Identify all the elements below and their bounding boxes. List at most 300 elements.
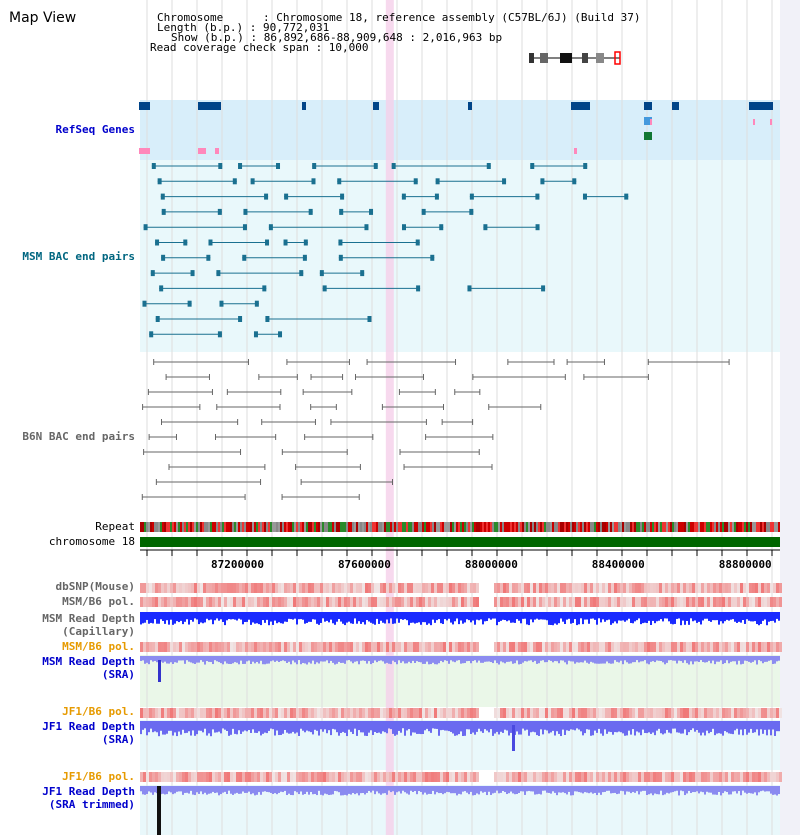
dbsnp-cell <box>659 583 662 593</box>
msm-sra-depth-bar <box>734 656 736 661</box>
jf1-pol-cell <box>548 708 551 718</box>
jf1-pol2-cell <box>719 772 722 782</box>
msm-sra-depth-bar <box>620 656 622 661</box>
jf1-pol-cell <box>512 708 515 718</box>
msm-capillary-depth-bar <box>336 612 338 622</box>
jf1-sra-depth-bar <box>576 721 578 728</box>
jf1-trim-depth-bar <box>736 786 738 793</box>
jf1-sra-depth-bar <box>150 721 152 729</box>
msm-pol-cell <box>428 597 431 607</box>
msm-pol-cell <box>479 597 482 607</box>
jf1-sra-depth-bar <box>542 721 544 734</box>
jf1-pol2-cell <box>449 772 452 782</box>
jf1-pol2-cell <box>488 772 491 782</box>
jf1-sra-depth-bar <box>396 721 398 735</box>
msm-sra-depth-bar <box>468 656 470 661</box>
jf1-pol-cell <box>542 708 545 718</box>
jf1-pol2-cell <box>701 772 704 782</box>
msm-sra-depth-bar <box>466 656 468 661</box>
msm-pol-cell <box>488 597 491 607</box>
jf1-pol-cell <box>671 708 674 718</box>
jf1-pol2-cell <box>248 772 251 782</box>
msm-capillary-depth-bar <box>764 612 766 619</box>
msm-sra-depth-bar <box>270 656 272 661</box>
bac-end <box>284 194 288 200</box>
jf1-trim-depth-bar <box>740 786 742 795</box>
jf1-trim-depth-bar <box>634 786 636 793</box>
jf1-trim-depth-bar <box>678 786 680 795</box>
dbsnp-cell <box>476 583 479 593</box>
msm-sra-depth-bar <box>706 656 708 662</box>
bac-end <box>340 194 344 200</box>
jf1-sra-depth-bar <box>236 721 238 734</box>
msm-pol2-cell <box>479 642 482 652</box>
track-label-jf1-b6-pol[interactable]: JF1/B6 pol. <box>62 705 135 718</box>
msm-pol-cell <box>230 597 233 607</box>
jf1-trim-depth-bar <box>766 786 768 791</box>
jf1-pol2-cell <box>344 772 347 782</box>
jf1-sra-depth-bar <box>240 721 242 734</box>
msm-capillary-depth-bar <box>616 612 618 623</box>
dbsnp-cell <box>215 583 218 593</box>
msm-sra-depth-bar <box>564 656 566 662</box>
jf1-sra-depth-bar <box>338 721 340 736</box>
msm-pol2-cell <box>446 642 449 652</box>
msm-capillary-depth-bar <box>736 612 738 623</box>
bac-end <box>374 163 378 169</box>
repeat-block <box>264 522 266 532</box>
msm-pol2-cell <box>677 642 680 652</box>
msm-sra-depth-bar <box>168 656 170 664</box>
gene-feature <box>644 132 652 140</box>
msm-sra-depth-bar <box>650 656 652 662</box>
msm-sra-depth-bar <box>614 656 616 660</box>
jf1-pol-cell <box>539 708 542 718</box>
msm-pol2-cell <box>659 642 662 652</box>
repeat-block <box>748 522 750 532</box>
dbsnp-cell <box>347 583 350 593</box>
repeat-block <box>764 522 766 532</box>
msm-pol2-cell <box>749 642 752 652</box>
msm-sra-depth-bar <box>552 656 554 662</box>
jf1-sra-depth-bar <box>206 721 208 736</box>
msm-capillary-depth-bar <box>682 612 684 621</box>
jf1-trim-depth-bar <box>606 786 608 791</box>
jf1-pol-cell <box>467 708 470 718</box>
repeat-block <box>376 522 378 532</box>
bac-end <box>155 240 159 246</box>
jf1-pol-cell <box>737 708 740 718</box>
repeat-block <box>292 522 294 532</box>
jf1-sra-depth-bar <box>682 721 684 733</box>
msm-capillary-depth-bar <box>518 612 520 621</box>
msm-pol2-cell <box>746 642 749 652</box>
jf1-trim-depth-bar <box>644 786 646 791</box>
jf1-pol2-cell <box>485 772 488 782</box>
msm-pol-cell <box>329 597 332 607</box>
track-label-repeat[interactable]: Repeat <box>95 520 135 533</box>
dbsnp-cell <box>353 583 356 593</box>
jf1-pol2-cell <box>269 772 272 782</box>
jf1-pol2-cell <box>590 772 593 782</box>
track-label-msm-b6-pol-2[interactable]: MSM/B6 pol. <box>62 640 135 653</box>
jf1-pol2-cell <box>281 772 284 782</box>
repeat-block <box>642 522 644 532</box>
jf1-sra-depth-bar <box>362 721 364 732</box>
repeat-block <box>258 522 260 532</box>
msm-sra-depth-bar <box>214 656 216 660</box>
repeat-block <box>684 522 686 532</box>
msm-sra-depth-bar <box>518 656 520 664</box>
jf1-trim-depth-bar <box>496 786 498 791</box>
msm-capillary-depth-bar <box>234 612 236 620</box>
msm-sra-depth-bar <box>536 656 538 664</box>
repeat-block <box>760 522 762 532</box>
jf1-trim-depth-bar <box>598 786 600 793</box>
jf1-pol2-cell <box>326 772 329 782</box>
jf1-trim-depth-bar <box>742 786 744 791</box>
msm-pol2-cell <box>212 642 215 652</box>
msm-capillary-depth-bar <box>618 612 620 620</box>
msm-pol2-cell <box>695 642 698 652</box>
repeat-block <box>444 522 446 532</box>
msm-capillary-depth-bar <box>236 612 238 620</box>
dbsnp-cell <box>236 583 239 593</box>
jf1-sra-depth-bar <box>546 721 548 730</box>
msm-capillary-depth-bar <box>332 612 334 623</box>
jf1-trim-depth-bar <box>600 786 602 795</box>
dbsnp-cell <box>371 583 374 593</box>
jf1-sra-depth-bar <box>700 721 702 735</box>
msm-pol-cell <box>659 597 662 607</box>
msm-sra-depth-bar <box>540 656 542 661</box>
jf1-pol2-cell <box>233 772 236 782</box>
msm-capillary-depth-bar <box>582 612 584 624</box>
msm-sra-depth-bar <box>366 656 368 664</box>
repeat-block <box>216 522 218 532</box>
jf1-pol-cell <box>386 708 389 718</box>
msm-capillary-depth-bar <box>670 612 672 624</box>
msm-pol2-cell <box>656 642 659 652</box>
msm-sra-depth-bar <box>594 656 596 664</box>
bac-end <box>161 255 165 261</box>
msm-pol2-cell <box>413 642 416 652</box>
msm-sra-depth-bar <box>184 656 186 664</box>
msm-capillary-depth-bar <box>676 612 678 619</box>
jf1-trim-depth-bar <box>272 786 274 794</box>
jf1-sra-depth-bar <box>498 721 500 734</box>
bac-end <box>435 194 439 200</box>
msm-pol2-cell <box>329 642 332 652</box>
dbsnp-cell <box>185 583 188 593</box>
dbsnp-cell <box>572 583 575 593</box>
jf1-sra-depth-bar <box>374 721 376 732</box>
jf1-sra-depth-bar <box>172 721 174 736</box>
jf1-pol-cell <box>578 708 581 718</box>
jf1-sra-depth-bar <box>760 721 762 729</box>
jf1-sra-depth-bar <box>200 721 202 731</box>
msm-capillary-depth-bar <box>382 612 384 623</box>
repeat-block <box>606 522 608 532</box>
jf1-sra-depth-bar <box>460 721 462 731</box>
dbsnp-cell <box>413 583 416 593</box>
msm-sra-depth-bar <box>204 656 206 665</box>
msm-pol-cell <box>146 597 149 607</box>
msm-pol-cell <box>473 597 476 607</box>
msm-sra-depth-bar <box>254 656 256 663</box>
msm-pol-cell <box>278 597 281 607</box>
bac-end <box>392 163 396 169</box>
jf1-trim-depth-bar <box>722 786 724 793</box>
bac-end <box>151 270 155 276</box>
msm-capillary-depth-bar <box>702 612 704 620</box>
msm-pol2-cell <box>263 642 266 652</box>
dbsnp-cell <box>374 583 377 593</box>
dbsnp-cell <box>194 583 197 593</box>
msm-capillary-depth-bar <box>714 612 716 620</box>
msm-sra-depth-bar <box>336 656 338 664</box>
jf1-sra-depth-bar <box>482 721 484 733</box>
msm-pol-cell <box>272 597 275 607</box>
msm-pol-cell <box>635 597 638 607</box>
msm-capillary-depth-bar <box>728 612 730 621</box>
repeat-block <box>358 522 360 532</box>
jf1-sra-depth-bar <box>594 721 596 731</box>
msm-pol-cell <box>614 597 617 607</box>
dbsnp-cell <box>365 583 368 593</box>
msm-sra-depth-bar <box>498 656 500 664</box>
dbsnp-cell <box>464 583 467 593</box>
jf1-pol2-cell <box>209 772 212 782</box>
jf1-trim-depth-bar <box>718 786 720 792</box>
msm-sra-depth-bar <box>458 656 460 660</box>
track-label-jf1-depth-sra[interactable]: JF1 Read Depth <box>42 720 135 733</box>
msm-sra-depth-bar <box>418 656 420 662</box>
jf1-pol-cell <box>203 708 206 718</box>
jf1-sra-depth-bar <box>456 721 458 735</box>
repeat-block <box>220 522 222 532</box>
jf1-sra-depth-bar <box>694 721 696 732</box>
msm-capillary-depth-bar <box>152 612 154 623</box>
jf1-pol-cell <box>725 708 728 718</box>
repeat-block <box>554 522 556 532</box>
repeat-block <box>604 522 606 532</box>
msm-sra-depth-bar <box>484 656 486 662</box>
msm-sra-depth-bar <box>622 656 624 664</box>
track-label-msm-depth-cap[interactable]: MSM Read Depth <box>42 612 135 625</box>
msm-capillary-depth-bar <box>712 612 714 620</box>
dbsnp-cell <box>668 583 671 593</box>
jf1-pol2-cell <box>401 772 404 782</box>
track-label-msm-bac[interactable]: MSM BAC end pairs <box>22 250 135 263</box>
msm-capillary-depth-bar <box>378 612 380 624</box>
msm-pol-cell <box>197 597 200 607</box>
jf1-sra-depth-bar <box>518 721 520 735</box>
jf1-trim-depth-bar <box>500 786 502 793</box>
msm-capillary-depth-bar <box>306 612 308 623</box>
dbsnp-cell <box>527 583 530 593</box>
msm-pol-cell <box>347 597 350 607</box>
msm-sra-depth-bar <box>698 656 700 662</box>
repeat-block <box>490 522 492 532</box>
msm-capillary-depth-bar <box>456 612 458 618</box>
msm-pol-cell <box>575 597 578 607</box>
depth-spike <box>512 725 515 751</box>
msm-pol2-cell <box>323 642 326 652</box>
jf1-pol-cell <box>605 708 608 718</box>
jf1-pol-cell <box>440 708 443 718</box>
jf1-pol-cell <box>506 708 509 718</box>
msm-pol2-cell <box>680 642 683 652</box>
jf1-sra-depth-bar <box>276 721 278 731</box>
jf1-sra-depth-bar <box>768 721 770 730</box>
dbsnp-cell <box>557 583 560 593</box>
jf1-pol2-cell <box>143 772 146 782</box>
jf1-trim-depth-bar <box>448 786 450 792</box>
track-label-b6n-bac[interactable]: B6N BAC end pairs <box>22 430 135 443</box>
repeat-block <box>576 522 578 532</box>
msm-capillary-depth-bar <box>280 612 282 623</box>
dbsnp-cell <box>386 583 389 593</box>
msm-pol-cell <box>509 597 512 607</box>
msm-capillary-depth-bar <box>578 612 580 624</box>
msm-pol2-cell <box>713 642 716 652</box>
msm-capillary-depth-bar <box>536 612 538 619</box>
jf1-pol-cell <box>296 708 299 718</box>
dbsnp-cell <box>533 583 536 593</box>
jf1-pol2-cell <box>662 772 665 782</box>
msm-pol-cell <box>563 597 566 607</box>
msm-pol2-cell <box>434 642 437 652</box>
msm-capillary-depth-bar <box>252 612 254 622</box>
jf1-trim-depth-bar <box>372 786 374 791</box>
msm-pol2-cell <box>719 642 722 652</box>
bac-end <box>159 285 163 291</box>
msm-capillary-depth-bar <box>292 612 294 620</box>
msm-sra-depth-bar <box>280 656 282 661</box>
msm-capillary-depth-bar <box>172 612 174 625</box>
msm-capillary-depth-bar <box>508 612 510 620</box>
track-label-dbsnp[interactable]: dbSNP(Mouse) <box>55 580 135 593</box>
repeat-block <box>778 522 780 532</box>
jf1-trim-depth-bar <box>184 786 186 793</box>
msm-capillary-depth-bar <box>468 612 470 620</box>
jf1-sra-depth-bar <box>496 721 498 732</box>
jf1-trim-depth-bar <box>378 786 380 793</box>
dbsnp-cell <box>149 583 152 593</box>
msm-capillary-depth-bar <box>620 612 622 621</box>
track-label-jf1-b6-pol-2[interactable]: JF1/B6 pol. <box>62 770 135 783</box>
dbsnp-cell <box>257 583 260 593</box>
msm-pol2-cell <box>344 642 347 652</box>
msm-pol2-cell <box>608 642 611 652</box>
jf1-pol-cell <box>473 708 476 718</box>
msm-capillary-depth-bar <box>686 612 688 621</box>
msm-pol2-cell <box>734 642 737 652</box>
jf1-pol2-cell <box>167 772 170 782</box>
repeat-block <box>282 522 284 532</box>
jf1-sra-depth-bar <box>380 721 382 734</box>
msm-pol-cell <box>554 597 557 607</box>
msm-capillary-depth-bar <box>644 612 646 623</box>
track-label-msm-b6-pol[interactable]: MSM/B6 pol. <box>62 595 135 608</box>
jf1-trim-depth-bar <box>274 786 276 793</box>
msm-sra-depth-bar <box>530 656 532 660</box>
dbsnp-cell <box>554 583 557 593</box>
track-label-jf1-depth-trim[interactable]: JF1 Read Depth <box>42 785 135 798</box>
msm-pol-cell <box>662 597 665 607</box>
jf1-trim-depth-bar <box>640 786 642 792</box>
msm-pol-cell <box>698 597 701 607</box>
repeat-block <box>332 522 334 532</box>
msm-capillary-depth-bar <box>404 612 406 619</box>
msm-pol-cell <box>239 597 242 607</box>
jf1-pol2-cell <box>548 772 551 782</box>
jf1-sra-depth-bar <box>232 721 234 729</box>
msm-pol2-cell <box>260 642 263 652</box>
repeat-block <box>366 522 368 532</box>
jf1-trim-depth-bar <box>330 786 332 795</box>
jf1-trim-depth-bar <box>654 786 656 794</box>
repeat-block <box>166 522 168 532</box>
jf1-trim-depth-bar <box>436 786 438 792</box>
dbsnp-cell <box>617 583 620 593</box>
dbsnp-cell <box>176 583 179 593</box>
jf1-pol-cell <box>770 708 773 718</box>
msm-pol-cell <box>506 597 509 607</box>
msm-capillary-depth-bar <box>402 612 404 620</box>
jf1-pol2-cell <box>632 772 635 782</box>
dbsnp-cell <box>317 583 320 593</box>
msm-capillary-depth-bar <box>184 612 186 622</box>
jf1-pol-cell <box>572 708 575 718</box>
repeat-block <box>568 522 570 532</box>
jf1-sra-depth-bar <box>544 721 546 730</box>
jf1-trim-depth-bar <box>516 786 518 794</box>
msm-sra-depth-bar <box>286 656 288 663</box>
repeat-block <box>662 522 664 532</box>
msm-pol2-cell <box>305 642 308 652</box>
track-label-refseq[interactable]: RefSeq Genes <box>55 123 135 136</box>
repeat-block <box>326 522 328 532</box>
repeat-block <box>572 522 574 532</box>
msm-pol-cell <box>467 597 470 607</box>
msm-pol2-cell <box>251 642 254 652</box>
track-label-msm-depth-sra[interactable]: MSM Read Depth <box>42 655 135 668</box>
jf1-sra-depth-bar <box>180 721 182 735</box>
msm-capillary-depth-bar <box>418 612 420 622</box>
msm-capillary-depth-bar <box>772 612 774 621</box>
msm-pol-cell <box>407 597 410 607</box>
jf1-pol-cell <box>410 708 413 718</box>
msm-sra-depth-bar <box>304 656 306 663</box>
msm-pol2-cell <box>509 642 512 652</box>
jf1-pol2-cell <box>239 772 242 782</box>
ideogram-band <box>560 53 572 63</box>
msm-capillary-depth-bar <box>740 612 742 623</box>
jf1-sra-depth-bar <box>532 721 534 732</box>
jf1-trim-depth-bar <box>662 786 664 795</box>
jf1-trim-depth-bar <box>180 786 182 791</box>
msm-pol2-cell <box>257 642 260 652</box>
msm-capillary-depth-bar <box>214 612 216 620</box>
msm-sra-depth-bar <box>648 656 650 664</box>
msm-pol-cell <box>503 597 506 607</box>
jf1-sra-depth-bar <box>142 721 144 730</box>
jf1-trim-depth-bar <box>306 786 308 792</box>
jf1-pol2-cell <box>497 772 500 782</box>
repeat-block <box>596 522 598 532</box>
